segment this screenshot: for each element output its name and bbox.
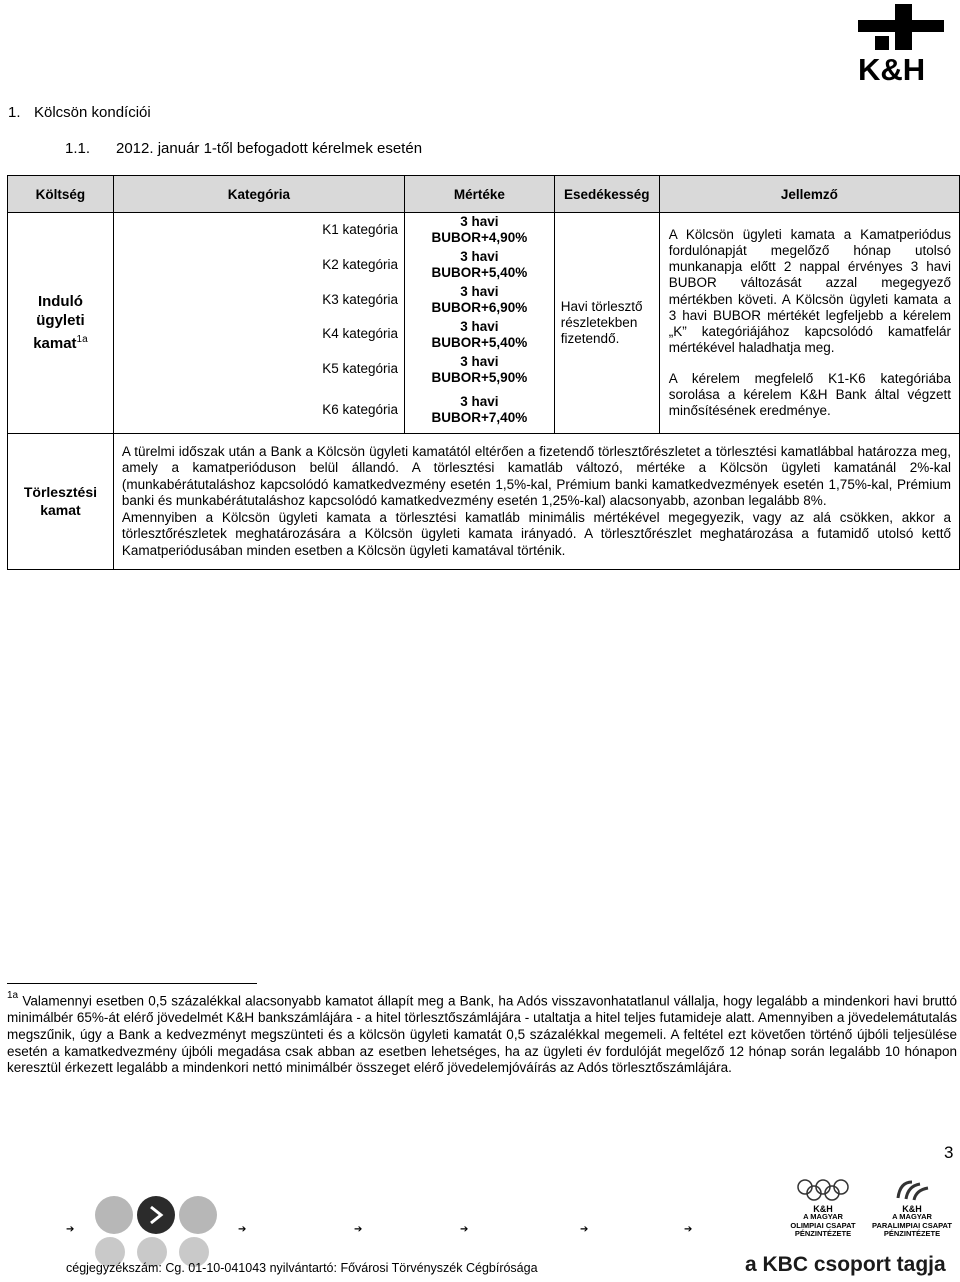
cost-repayment-rate [8,433,114,569]
rate-value: BUBOR+5,40% [431,265,528,281]
section-heading [8,104,151,121]
rate-period: 3 havi [460,214,499,230]
footnote [7,990,957,1077]
nav-circle-icon[interactable] [137,1196,175,1234]
page-number: 3 [944,1143,954,1162]
category-item: K4 kategória [322,326,398,342]
header-category: Kategória [113,176,404,213]
rate-item [405,213,554,248]
small-arrow-icon: ➔ [684,1224,693,1235]
feature-paragraph: A kérelem megfelelő K1-K6 kategóriába sorolása a kérelem K&H Bank által végzett minősítésének eredménye. [668,370,951,418]
paralympic-sponsor-badge [866,1178,958,1239]
footnote-marker: 1a [7,990,19,1001]
rate-item [405,352,554,387]
sponsor-line: A MAGYAR [892,1212,932,1222]
rate-period: 3 havi [460,318,499,334]
kbc-group-tagline: a KBC csoport tagja [745,1253,946,1276]
header-amount: Mértéke [405,176,555,213]
sponsor-line: A MAGYAR [803,1212,843,1222]
repayment-paragraph: Amennyiben a Kölcsön ügyleti kamata a törlesztési kamatláb minimális mértékével megegyezik, vagy az alá csökken, akkor a törlesztőrészletek meghatározására a Kölcsön ügyleti kamata irányadó. A törlesztőrészlet meghatározása a futamidő utolsó kettő Kamatperiódusában minden esetben a Kölcsön ügyleti kamatával történik. [121,509,951,558]
subsection-number: 1.1. [65,140,91,157]
category-item: K3 kategória [322,291,398,307]
footnote-text: Valamennyi esetben 0,5 százalékkal alacsonyabb kamatot állapít meg a Bank, ha Adós visszavonhatatlanul vállalja, hogy legalább a mindenkori havi bruttó minimálbér 65%-át elérő jövedelmét K&H bankszámlájára - a hitel törlesztőszámlájára - utaltatja a hitel teljes futamideje alatt. Amennyiben a jövedelemátutalás megszűnik, úgy a Bank a kedvezményt megszünteti és a kölcsön ügyleti kamatát 0,5 százalékkal megemeli. A feltétel ezt követően történő újbóli teljesülése esetén a kamatkedvezmény újbóli megadása csak abban az esetben lehetséges, ha az ügyleti év fordulóját megelőző 12 hónap során legalább 10 hónapon keresztül érkezett legalább a mindenkori nettó minimálbér összeget elérő jövedelemjóváírás az Adós törlesztőszámlájára. [7,993,957,1076]
arrow-right-icon [137,1196,175,1234]
due-line: fizetendő. [560,330,620,346]
header-cost: Költség [8,176,114,213]
rate-period: 3 havi [460,249,499,265]
due-line: Havi törlesztő [560,298,643,314]
table-row [8,433,960,569]
small-arrow-icon: ➔ [238,1224,247,1235]
sponsor-line: PÉNZINTÉZETE [794,1229,852,1239]
kh-logo-text: K&H [858,52,926,87]
small-arrow-icon: ➔ [354,1224,363,1235]
category-item: K2 kategória [322,256,398,272]
rate-period: 3 havi [460,353,499,369]
sponsor-line: PARALIMPIAI CSAPAT [872,1220,952,1230]
section-number: 1. [8,104,21,121]
cost-initial-rate [8,213,114,434]
company-registration: cégjegyzékszám: Cg. 01-10-041043 nyilvántartó: Fővárosi Törvényszék Cégbírósága [66,1261,538,1275]
due-cell [554,213,659,434]
nav-circle-icon[interactable] [95,1196,133,1234]
feature-paragraph: A Kölcsön ügyleti kamata a Kamatperiódus fordulónapját megelőző hónap utolsó munkanapja előtt 2 nappal érvényes 3 havi BUBOR változását azzal megegyező mértékben követi. A Kölcsön ügyleti kamata a 3 havi BUBOR mértékét legfeljebb a kérelem „K” kategóriájához kapcsolódó kamatfelár mértékével haladhatja meg. [668,226,951,356]
cost-line: Induló [37,293,83,311]
repayment-description [113,433,959,569]
feature-cell [659,213,959,434]
table-row [8,213,960,434]
cost-word: kamat [33,335,77,353]
rate-period: 3 havi [460,393,499,409]
footnote-ref: 1a [76,334,88,346]
rate-period: 3 havi [460,283,499,299]
category-list [113,213,404,434]
small-arrow-icon: ➔ [66,1224,75,1235]
olympic-rings-icon [795,1178,851,1202]
nav-circle-icon[interactable] [179,1196,217,1234]
cost-line [8,330,113,353]
small-arrow-icon: ➔ [580,1224,589,1235]
rate-item [405,248,554,283]
loan-conditions-table [7,175,960,570]
sponsor-line: PÉNZINTÉZETE [883,1229,941,1239]
rate-list [405,213,555,434]
header-due: Esedékesség [554,176,659,213]
section-title: Kölcsön kondíciói [34,104,151,121]
sponsor-line: K&H [902,1203,922,1214]
rate-item [405,317,554,352]
footnote-divider [7,983,257,984]
repayment-paragraph: A türelmi időszak után a Bank a Kölcsön ügyleti kamatától eltérően a fizetendő törlesztőrészletet a törlesztési kamatlábbal határozza meg, amely a kamatperióduson belül állandó. A törlesztési kamatláb változó, mértéke a Kölcsön ügyleti kamatánál 2%-kal (munkabérátutaláshoz kapcsolódó kamatkedvezmény esetén 1,5%-kal, Prémium banki kamatkedvezmények esetén 1,75%-kal, Prémium banki és munkabérátutaláshoz kapcsolódó kamatkedvezmény esetén 1,25%-kal) alacsonyabb, azonban legalább 8%. [121,443,951,509]
kh-logo-symbol-icon [855,2,959,52]
olympic-sponsor-badge [778,1178,868,1239]
category-item: K5 kategória [322,361,398,377]
rate-value: BUBOR+4,90% [431,230,528,246]
sponsor-line: OLIMPIAI CSAPAT [790,1220,856,1230]
cost-line: ügyleti [36,312,85,330]
due-line: részletekben [560,314,638,330]
rate-value: BUBOR+5,40% [431,334,528,350]
kh-logo [855,2,959,86]
sponsor-line: K&H [813,1203,833,1214]
cost-line: Törlesztési [23,484,97,501]
subsection-heading [65,140,422,157]
cost-line: kamat [40,502,81,519]
category-item: K6 kategória [322,401,398,417]
small-arrow-icon: ➔ [460,1224,469,1235]
rate-item [405,387,554,433]
table-header-row [8,176,960,213]
rate-value: BUBOR+6,90% [431,299,528,315]
subsection-title: 2012. január 1-től befogadott kérelmek esetén [116,140,423,157]
rate-item [405,283,554,318]
header-feature: Jellemző [659,176,959,213]
rate-value: BUBOR+7,40% [431,409,528,425]
rate-value: BUBOR+5,90% [431,369,528,385]
category-item: K1 kategória [322,222,398,237]
paralympic-logo-icon [892,1178,932,1202]
